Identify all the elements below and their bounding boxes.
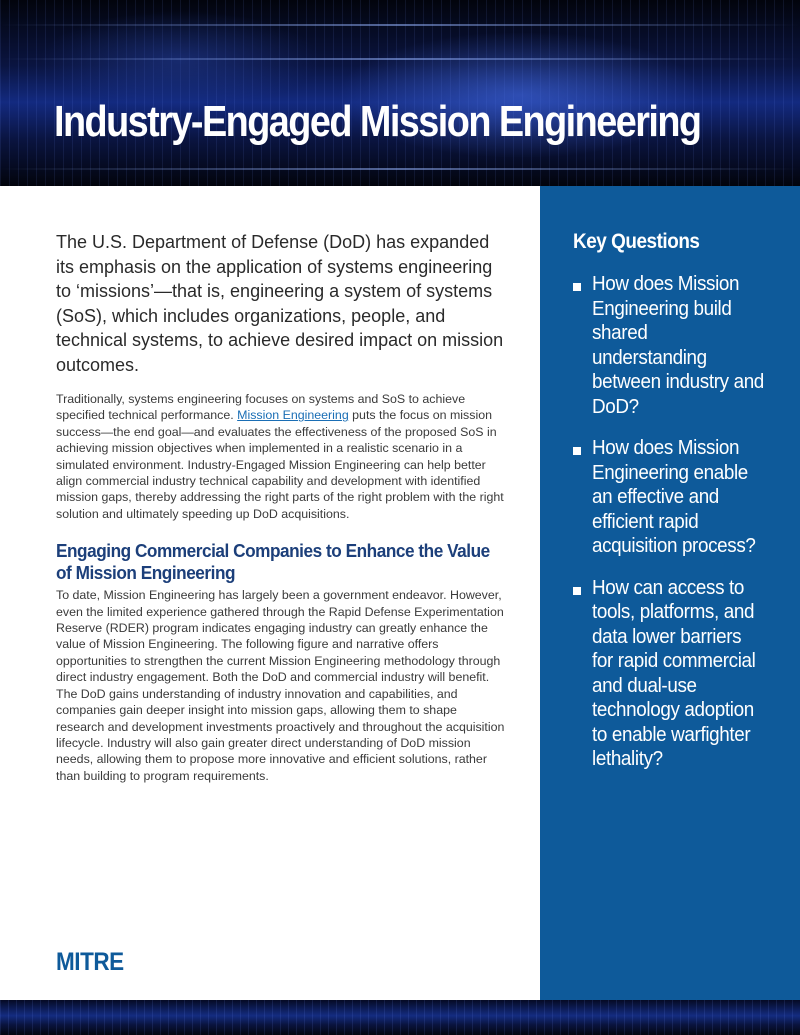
question-item bbox=[573, 576, 798, 772]
section-body: To date, Mission Engineering has largely been a government endeavor. However, even the limited experience gathered through the Rapid Defense Experimentation Reserve (RDER) program indicates engaging industry can greatly enhance the value of Mission Engineering. The following figure and narrative offers opportunities to strengthen the current Mission Engineering methodology through direct industry engagement. Both the DoD and commercial industry will benefit. The DoD gains understanding of industry innovation and capabilities, and companies gain deeper insight into mission gaps, allowing them to shape research and development investments proactively and throughout the acquisition lifecycle. Industry will also gain greater direct understanding of DoD mission needs, allowing them to propose more innovative and efficient solutions, rather than building to program requirements. bbox=[56, 588, 505, 783]
question-text: How does Mission Engineering build shared understanding between industry and DoD? bbox=[592, 272, 764, 418]
header-light-streak bbox=[0, 58, 800, 60]
question-text: How does Mission Engineering enable an effective and efficient rapid acquisition process? bbox=[592, 436, 756, 557]
question-item bbox=[573, 436, 798, 559]
questions-list bbox=[573, 272, 798, 789]
mitre-logo: MITRE bbox=[56, 948, 124, 976]
mission-engineering-link[interactable]: Mission Engineering bbox=[237, 408, 349, 423]
square-bullet-icon bbox=[573, 587, 581, 595]
main-column bbox=[56, 230, 506, 784]
square-bullet-icon bbox=[573, 447, 581, 455]
header-banner bbox=[0, 0, 800, 186]
page-title: Industry-Engaged Mission Engineering bbox=[54, 97, 701, 146]
sidebar-title: Key Questions bbox=[573, 230, 700, 253]
intro-lede: The U.S. Department of Defense (DoD) has expanded its emphasis on the application of systems engineering to ‘missions’—that is, engineering a system of systems (SoS), which includes organizations, people, and technical systems, to achieve desired impact on mission outcomes. bbox=[56, 232, 504, 375]
square-bullet-icon bbox=[573, 283, 581, 291]
footer-banner bbox=[0, 1000, 800, 1035]
header-light-streak bbox=[0, 168, 800, 170]
section-heading: Engaging Commercial Companies to Enhance the Value of Mission Engineering bbox=[56, 540, 490, 584]
header-light-streak bbox=[0, 24, 800, 26]
key-questions-sidebar bbox=[540, 186, 800, 1000]
question-text: How can access to tools, platforms, and data lower barriers for rapid commercial and dual-use technology adoption to enable warfighter lethality? bbox=[592, 575, 756, 770]
intro-text-after-link: puts the focus on mission success—the end goal—and evaluates the effectiveness of the proposed SoS in achieving mission objectives when implemented in a realistic scenario in a simulated environment. Industry-Engaged Mission Engineering can help better align commercial industry technical capability and development with identified mission gaps, thereby addressing the right parts of the right problem with the right solution and ultimately speeding up DoD acquisitions. bbox=[56, 408, 504, 521]
intro-text-before-link: Traditionally, systems engineering focuses on systems and SoS to achieve specified technical performance. bbox=[56, 392, 466, 423]
intro-paragraph bbox=[56, 391, 506, 522]
question-item bbox=[573, 272, 798, 419]
